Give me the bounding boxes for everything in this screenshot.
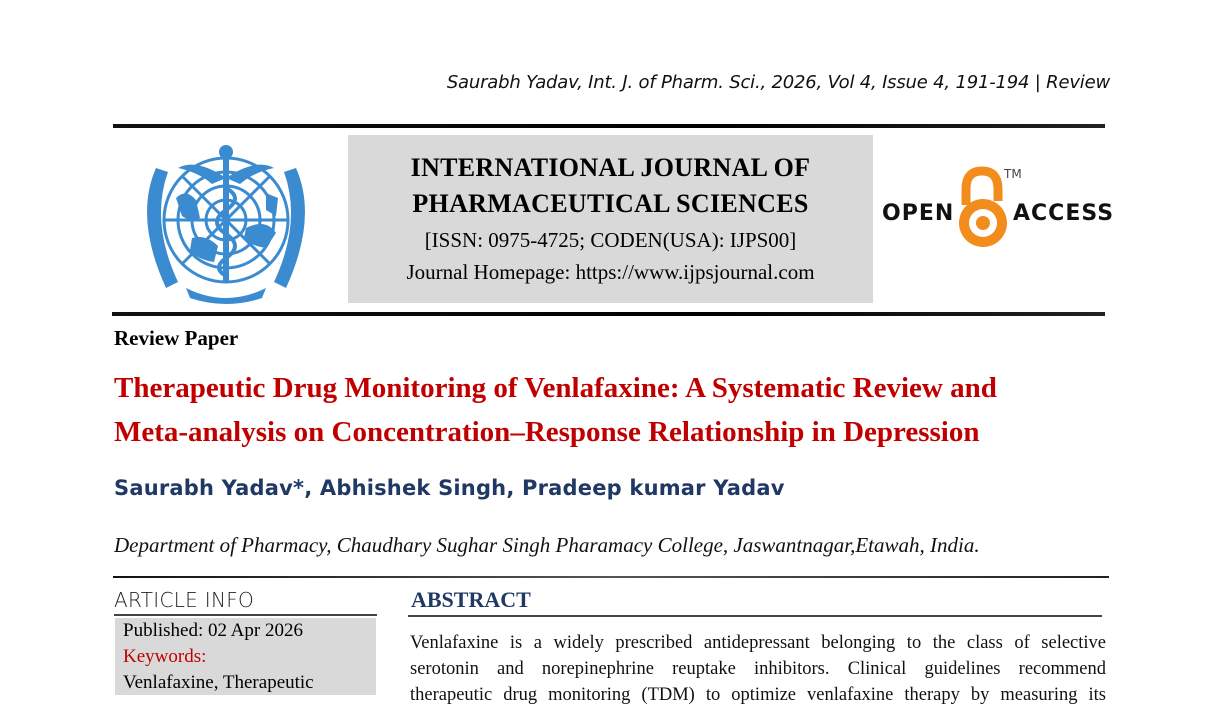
keywords-label: Keywords: (123, 646, 207, 667)
open-access-word-access: ACCESS (1013, 201, 1115, 226)
journal-issn: [ISSN: 0975-4725; CODEN(USA): IJPS00] (424, 228, 797, 252)
trademark-symbol: TM (1004, 167, 1022, 181)
journal-title-line2: PHARMACEUTICAL SCIENCES (412, 189, 809, 218)
journal-title-line1: INTERNATIONAL JOURNAL OF (410, 153, 811, 182)
article-type-label: Review Paper (114, 326, 239, 350)
article-info-rule (114, 614, 377, 616)
masthead-bottom-rule (112, 312, 1105, 316)
author-affiliation: Department of Pharmacy, Chaudhary Sughar Singh Pharamacy College, Jaswantnagar,Etawah, India. (114, 533, 980, 557)
paper-title (114, 366, 1114, 454)
abstract-line: serotonin and norepinephrine reuptake inhibitors. Clinical guidelines recommend (410, 659, 1106, 679)
abstract-line: therapeutic drug monitoring (TDM) to optimize venlafaxine therapy by measuring its (410, 685, 1106, 705)
abstract-text (410, 630, 1106, 708)
abstract-heading: ABSTRACT (411, 587, 531, 612)
paper-title-line1: Therapeutic Drug Monitoring of Venlafaxine: A Systematic Review and (114, 372, 997, 404)
author-list: Saurabh Yadav*, Abhishek Singh, Pradeep kumar Yadav (114, 476, 785, 500)
section-divider (113, 576, 1109, 578)
paper-title-line2: Meta-analysis on Concentration–Response Relationship in Depression (114, 416, 980, 448)
masthead-top-rule (113, 124, 1105, 128)
abstract-line: Venlafaxine is a widely prescribed antidepressant belonging to the class of selective (410, 633, 1106, 653)
open-access-badge (880, 165, 1115, 255)
journal-homepage-link[interactable]: Journal Homepage: https://www.ijpsjournal.com (406, 260, 815, 284)
journal-title (348, 150, 873, 222)
published-date: Published: 02 Apr 2026 (123, 620, 303, 641)
journal-info-box (348, 135, 873, 303)
un-style-emblem-with-caduceus-icon (126, 138, 326, 306)
article-info-panel (115, 618, 376, 695)
running-head-citation: Saurabh Yadav, Int. J. of Pharm. Sci., 2026, Vol 4, Issue 4, 191-194 | Review (446, 72, 1110, 93)
open-access-word-open: OPEN (882, 201, 955, 226)
keywords-list: Venlafaxine, Therapeutic (123, 672, 314, 693)
journal-emblem-logo (126, 138, 326, 306)
abstract-rule (408, 615, 1102, 617)
article-info-heading: ARTICLE INFO (114, 588, 255, 612)
